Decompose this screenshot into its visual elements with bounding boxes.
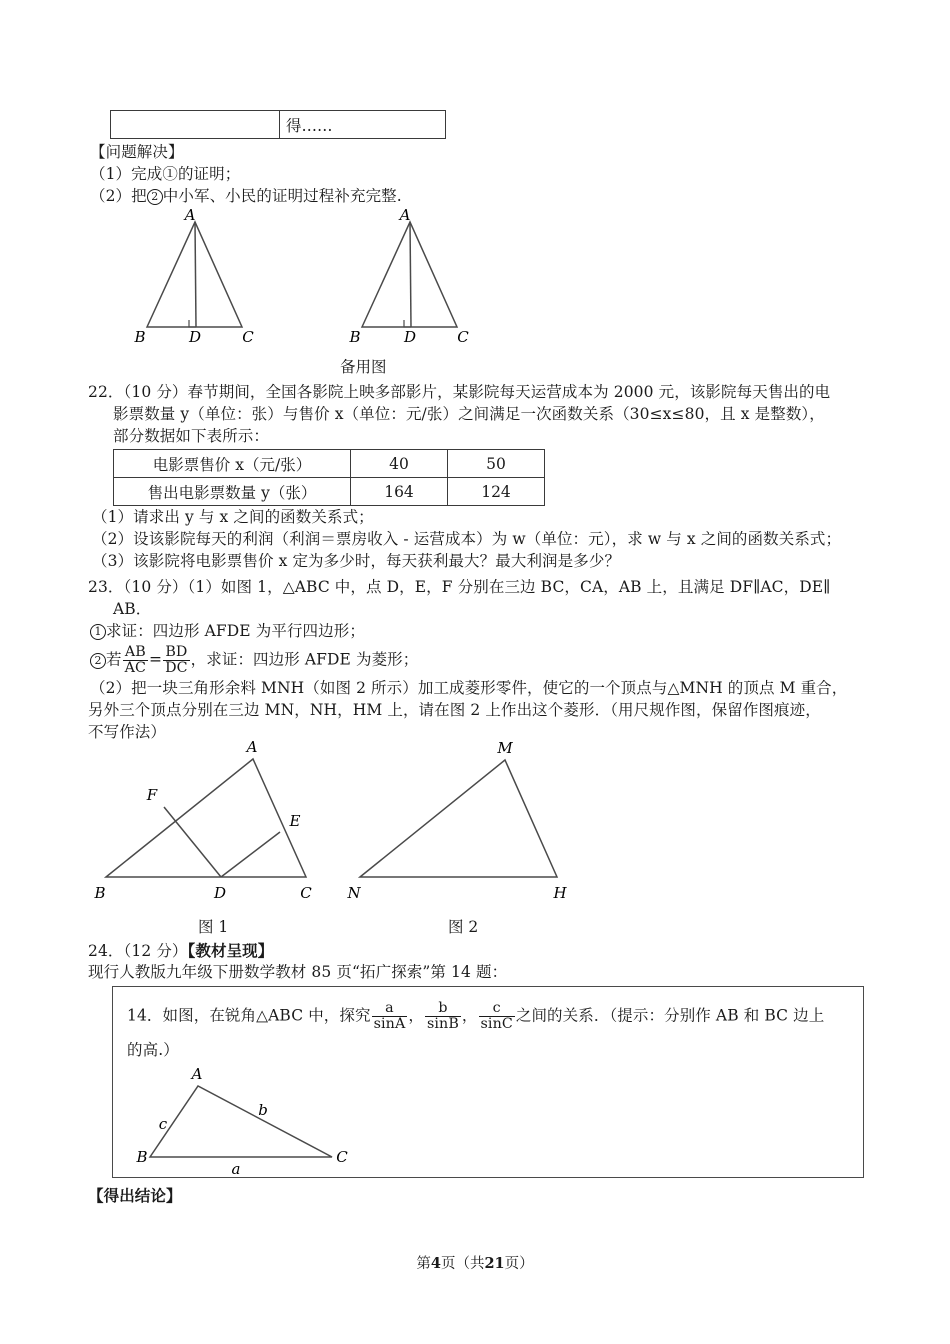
circled-number-2: 2 <box>147 189 163 205</box>
fig2-vertex-d-label: D <box>403 328 417 346</box>
textbook-sep-1: ， <box>408 1006 424 1025</box>
fig-1-vertex-a-label: A <box>246 738 258 756</box>
q24-heading-textbook: 【教材呈现】 <box>187 941 274 960</box>
textbook-problem-text-line-2: 的高.） <box>127 1041 179 1059</box>
figure-1-triangle-afde <box>90 740 350 910</box>
fig-24-side-b-label: b <box>258 1101 268 1119</box>
fig-2-vertex-m-label: M <box>497 739 513 757</box>
problem-solving-heading: 【问题解决】 <box>90 143 184 161</box>
q24-line-2: 现行人教版九年级下册数学教材 85 页“拓广探索”第 14 题： <box>88 963 508 981</box>
figure-triangle-abc-altitude-2-spare <box>305 206 505 346</box>
fraction-sinb-denominator: sinB <box>426 1016 459 1033</box>
footer-current-page: 4 <box>430 1255 441 1272</box>
fraction-b-sinb <box>425 1001 461 1033</box>
q24-conclusion-heading: 【得出结论】 <box>88 1186 182 1205</box>
q22-row-0-value-0: 40 <box>351 450 448 478</box>
problem-solving-item-1: （1）完成①的证明； <box>90 165 241 183</box>
fraction-ab-numerator: AB <box>124 644 146 660</box>
textbook-sep-2: ， <box>461 1006 478 1025</box>
problem-solving-item-2 <box>90 187 402 206</box>
figure-1-caption: 图 1 <box>198 918 229 936</box>
q22-line-1: 22．（10 分）春节期间，全国各影院上映多部影片，某影院每天运营成本为 2000 元，该影院每天售出的电 <box>88 383 831 401</box>
fig-1-vertex-f-label: F <box>146 786 158 804</box>
footer-middle: 页（共 <box>440 1256 485 1272</box>
fig-1-vertex-e-label: E <box>289 812 301 830</box>
fraction-sinc-denominator: sinC <box>480 1016 513 1033</box>
q23-sub-2-line-2: 另外三个顶点分别在三边 MN，NH，HM 上，请在图 2 上作出这个菱形．（用尺规作图，保留作图痕迹， <box>88 701 821 719</box>
fraction-c-sinc <box>479 1001 515 1033</box>
fraction-a-sina <box>372 1001 408 1033</box>
fig-1-vertex-d-label: D <box>213 884 227 902</box>
q22-sub-2: （2）设该影院每天的利润（利润＝票房收入 - 运营成本）为 w（单位：元），求 w 与 x 之间的函数关系式； <box>92 530 842 548</box>
q24-line-1 <box>88 941 273 961</box>
fig-2-vertex-h-label: H <box>553 884 567 902</box>
item2-suffix: 中小军、小民的证明过程补充完整. <box>162 187 402 205</box>
fig2-vertex-c-label: C <box>457 328 469 346</box>
fig-2-vertex-n-label: N <box>347 884 361 902</box>
fig-1-vertex-b-label: B <box>94 884 106 902</box>
q22-row-0-label: 电影票售价 x（元/张） <box>114 450 351 478</box>
fraction-bd-dc <box>163 645 190 677</box>
continued-table <box>110 110 446 139</box>
fraction-bd-numerator: BD <box>165 644 188 660</box>
fig1-vertex-a-label: A <box>184 206 196 224</box>
q23-item-1-text: 求证：四边形 AFDE 为平行四边形； <box>106 622 365 640</box>
fig-24-vertex-b-label: B <box>136 1148 148 1166</box>
fig-24-side-c-label: c <box>158 1115 168 1133</box>
footer-prefix: 第 <box>416 1256 431 1272</box>
spare-figure-caption: 备用图 <box>340 358 387 376</box>
fraction-ab-ac <box>123 645 148 677</box>
fraction-dc-denominator: DC <box>165 660 188 677</box>
textbook-excerpt-box <box>112 986 864 1178</box>
continued-table-right-cell: 得…… <box>280 111 446 139</box>
q22-sub-3: （3）该影院将电影票售价 x 定为多少时，每天获利最大？最大利润是多少？ <box>92 552 621 570</box>
q22-row-1-value-1: 124 <box>448 478 545 506</box>
fig-1-vertex-c-label: C <box>300 884 312 902</box>
footer-total-pages: 21 <box>484 1255 505 1272</box>
textbook-text-pre: 14．如图，在锐角△ABC 中，探究 <box>127 1006 371 1025</box>
fraction-c-numerator: c <box>492 1000 501 1016</box>
figure-triangle-abc-altitude-1 <box>90 206 290 346</box>
fraction-b-numerator: b <box>438 1000 448 1016</box>
q22-sub-1: （1）请求出 y 与 x 之间的函数关系式； <box>92 508 374 526</box>
q22-row-1-label: 售出电影票数量 y（张） <box>114 478 351 506</box>
textbook-problem-text <box>127 1001 824 1033</box>
q22-data-table <box>113 449 545 506</box>
fig2-vertex-a-label: A <box>399 206 411 224</box>
fraction-sina-denominator: sinA <box>373 1016 406 1033</box>
fig1-vertex-c-label: C <box>242 328 254 346</box>
q23-item-2 <box>90 645 418 677</box>
q22-row-1-value-0: 164 <box>351 478 448 506</box>
q22-line-3: 部分数据如下表所示： <box>113 427 270 445</box>
figure-acute-triangle-abc <box>123 1057 383 1177</box>
figure-2-caption: 图 2 <box>448 918 479 936</box>
page-footer <box>0 1252 950 1273</box>
q23-item-1 <box>90 622 365 641</box>
q23-line-1: 23．（10 分）（1）如图 1，△ABC 中，点 D，E，F 分别在三边 BC，CA，AB 上，且满足 DF∥AC，DE∥ <box>88 578 831 596</box>
q23-sub-2-line-1: （2）把一块三角形余料 MNH（如图 2 所示）加工成菱形零件，使它的一个顶点与△MNH 的顶点 M 重合， <box>90 679 848 697</box>
table-row <box>111 111 446 139</box>
item2-prefix: （2）把 <box>90 187 147 205</box>
q22-line-2: 影票数量 y（单位：张）与售价 x（单位：元/张）之间满足一次函数关系（30≤x≤80，且 x 是整数）， <box>113 405 825 423</box>
q23-line-2: AB． <box>113 600 152 618</box>
q24-number: 24．（12 分） <box>88 942 188 960</box>
fig-24-vertex-c-label: C <box>336 1148 348 1166</box>
q23-sub-2-line-3: 不写作法） <box>88 723 167 741</box>
continued-table-left-cell <box>111 111 280 139</box>
q23-equals-sign: = <box>149 650 163 669</box>
table-row <box>114 478 545 506</box>
fig-24-vertex-a-label: A <box>191 1065 203 1083</box>
fig2-vertex-b-label: B <box>349 328 361 346</box>
q23-item-2-suffix: ，求证：四边形 AFDE 为菱形； <box>190 650 419 669</box>
figure-2-triangle-mnh <box>340 740 590 910</box>
q23-item-2-prefix: 若 <box>106 650 122 669</box>
fig1-vertex-d-label: D <box>188 328 202 346</box>
fig1-vertex-b-label: B <box>134 328 146 346</box>
textbook-text-post: 之间的关系．（提示：分别作 AB 和 BC 边上 <box>515 1006 825 1025</box>
circled-number-1: 1 <box>90 624 106 640</box>
fraction-ac-denominator: AC <box>124 660 147 677</box>
fraction-a-numerator: a <box>385 1000 394 1016</box>
table-row <box>114 450 545 478</box>
circled-number-2b: 2 <box>90 653 106 669</box>
q22-row-0-value-1: 50 <box>448 450 545 478</box>
footer-suffix: 页） <box>504 1256 534 1272</box>
fig-24-side-a-label: a <box>231 1160 241 1178</box>
